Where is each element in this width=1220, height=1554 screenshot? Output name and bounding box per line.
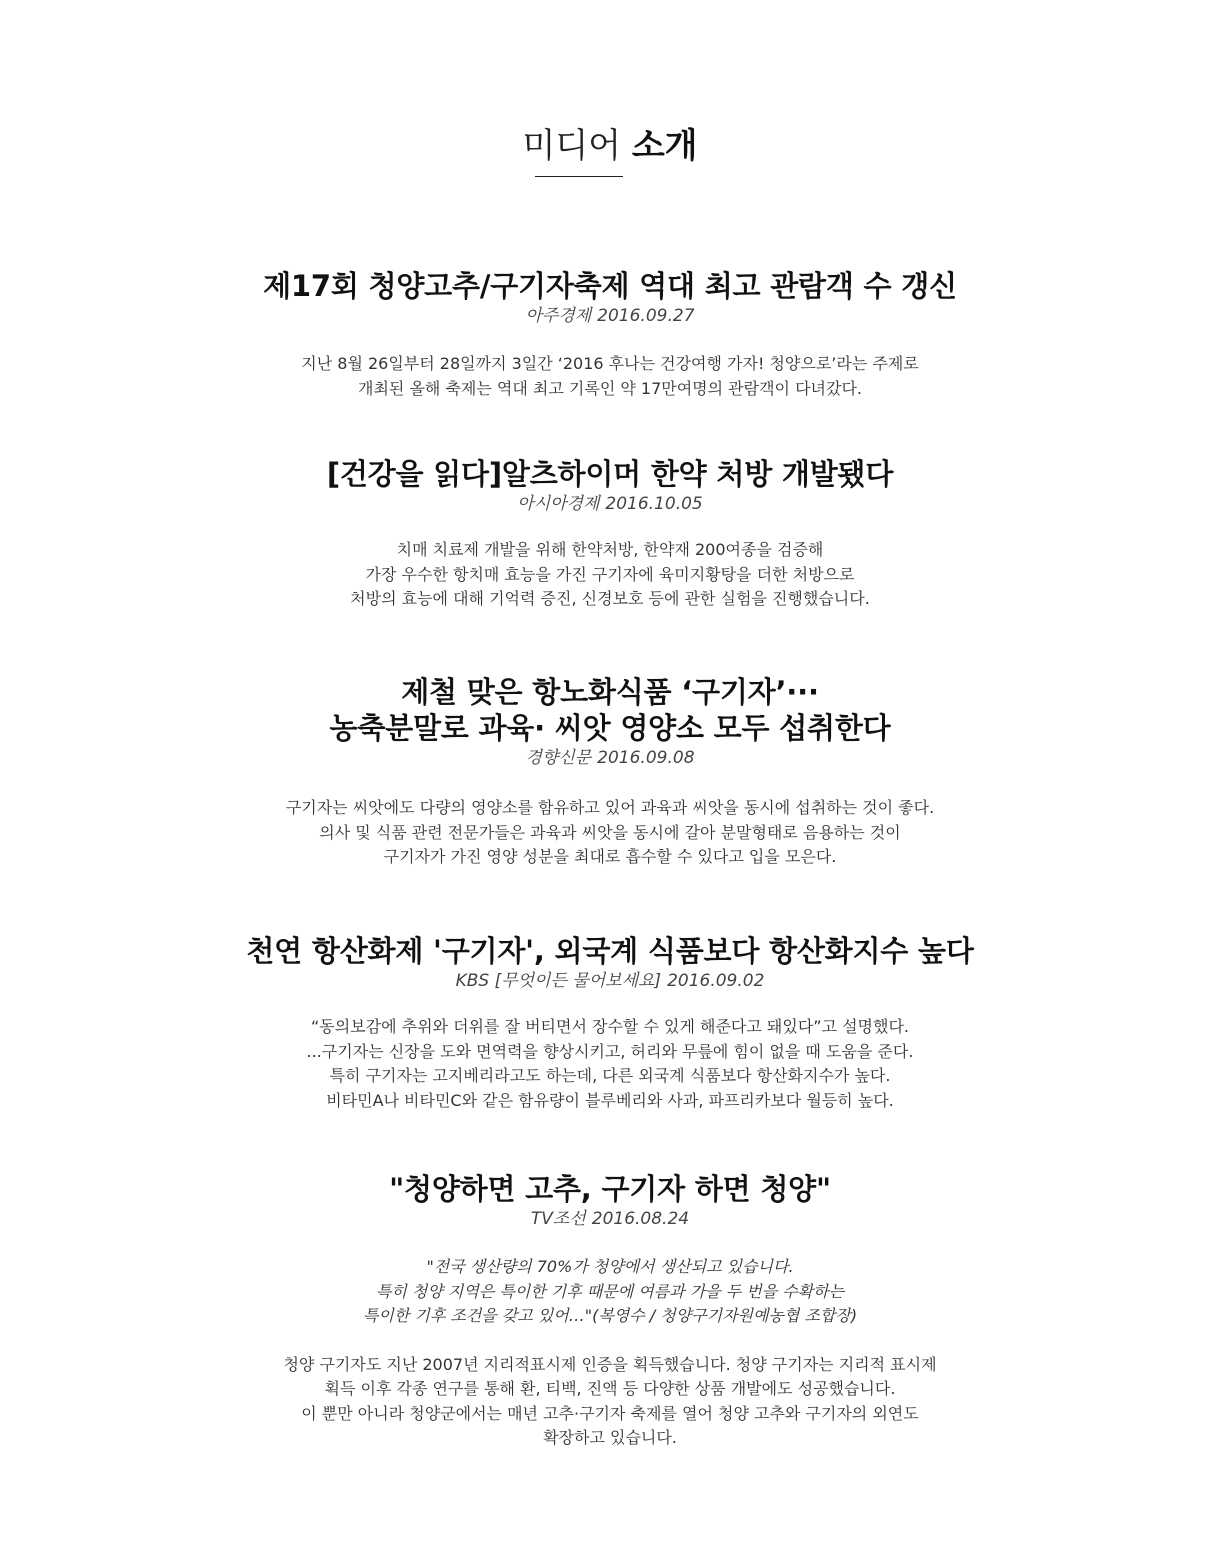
article-headline	[0, 674, 1220, 746]
article-5	[0, 1171, 1220, 1451]
body-line: 처방의 효능에 대해 기억력 증진, 신경보호 등에 관한 실험을 진행했습니다.	[350, 589, 870, 608]
quote-line: "전국 생산량의 70%가 청양에서 생산되고 있습니다.	[426, 1257, 794, 1276]
article-date: 2016.09.27	[597, 306, 695, 326]
section-title-bold: 소개	[631, 125, 698, 166]
body-line: 의사 및 식품 관련 전문가들은 과육과 씨앗을 동시에 갈아 분말형태로 음용하는 것이	[319, 822, 901, 842]
section-title	[0, 121, 1220, 171]
article-source	[0, 1207, 1220, 1231]
body-line: 지난 8월 26일부터 28일까지 3일간 ‘2016 후나는 건강여행 가자! 청양으로’라는 주제로	[301, 354, 919, 373]
article-headline	[0, 456, 1220, 492]
headline-line: [건강을 읽다]알츠하이머 한약 처방 개발됐다	[326, 457, 894, 491]
body-line: 확장하고 있습니다.	[543, 1428, 677, 1447]
article-source	[0, 304, 1220, 328]
headline-line: "청양하면 고추, 구기자 하면 청양"	[389, 1172, 831, 1206]
article-body	[0, 1353, 1220, 1451]
article-headline	[0, 1171, 1220, 1207]
body-line: 구기자는 씨앗에도 다량의 영양소를 함유하고 있어 과육과 씨앗을 동시에 섭취하는 것이 좋다.	[285, 798, 935, 817]
headline-line: 천연 항산화제 '구기자', 외국계 식품보다 항산화지수 높다	[246, 934, 974, 968]
body-line: 청양 구기자도 지난 2007년 지리적표시제 인증을 획득했습니다. 청양 구기자는 지리적 표시제	[283, 1354, 937, 1374]
article-date: 2016.09.08	[597, 748, 695, 768]
headline-line: 제17회 청양고추/구기자축제 역대 최고 관람객 수 갱신	[263, 269, 957, 303]
article-source	[0, 492, 1220, 516]
article-outlet: KBS [무엇이든 물어보세요]	[455, 971, 662, 991]
article-4	[0, 933, 1220, 1113]
article-source	[0, 969, 1220, 993]
article-2	[0, 456, 1220, 612]
headline-line: 제철 맞은 항노화식품 ‘구기자’···	[401, 675, 819, 709]
article-source	[0, 746, 1220, 770]
article-body	[0, 352, 1220, 401]
article-outlet: TV조선	[530, 1209, 586, 1229]
body-line: 특히 구기자는 고지베리라고도 하는데, 다른 외국계 식품보다 항산화지수가 높다.	[329, 1066, 891, 1085]
body-line: 구기자가 가진 영양 성분을 최대로 흡수할 수 있다고 입을 모은다.	[383, 847, 837, 866]
body-line: 이 뿐만 아니라 청양군에서는 매년 고추·구기자 축제를 열어 청양 고추와 구기자의 외연도	[301, 1403, 919, 1423]
article-quote	[0, 1255, 1220, 1329]
article-headline	[0, 933, 1220, 969]
article-date: 2016.08.24	[591, 1209, 690, 1229]
body-line: 가장 우수한 항치매 효능을 가진 구기자에 육미지황탕을 더한 처방으로	[365, 564, 855, 584]
body-line: 치매 치료제 개발을 위해 한약처방, 한약재 200여종을 검증해	[396, 540, 824, 559]
article-outlet: 아시아경제	[517, 494, 600, 514]
article-date: 2016.10.05	[605, 494, 703, 514]
article-outlet: 경향신문	[525, 748, 592, 768]
headline-line: 농축분말로 과육· 씨앗 영양소 모두 섭취한다	[329, 711, 891, 745]
title-divider	[535, 176, 623, 177]
quote-line: 특이한 기후 조건을 갖고 있어…"(복영수 / 청양구기자원예농협 조합장)	[362, 1306, 858, 1325]
article-3	[0, 674, 1220, 870]
article-1	[0, 268, 1220, 401]
body-line: 비타민A나 비타민C와 같은 함유량이 블루베리와 사과, 파프리카보다 월등히 높다.	[326, 1090, 894, 1110]
article-headline	[0, 268, 1220, 304]
quote-line: 특히 청양 지역은 특이한 기후 때문에 여름과 가을 두 번을 수확하는	[375, 1281, 845, 1301]
body-line: 획득 이후 각종 연구를 통해 환, 티백, 진액 등 다양한 상품 개발에도 성공했습니다.	[324, 1379, 896, 1398]
body-line: ...구기자는 신장을 도와 면역력을 향상시키고, 허리와 무릎에 힘이 없을 때 도움을 준다.	[306, 1041, 914, 1061]
section-title-light: 미디어	[522, 125, 622, 166]
body-line: “동의보감에 추위와 더위를 잘 버티면서 장수할 수 있게 해준다고 돼있다”고 설명했다.	[310, 1017, 910, 1036]
article-body	[0, 1015, 1220, 1113]
article-outlet: 아주경제	[525, 306, 592, 326]
article-body	[0, 796, 1220, 870]
body-line: 개최된 올해 축제는 역대 최고 기록인 약 17만여명의 관람객이 다녀갔다.	[358, 378, 862, 398]
article-body	[0, 538, 1220, 612]
article-date: 2016.09.02	[667, 971, 765, 991]
